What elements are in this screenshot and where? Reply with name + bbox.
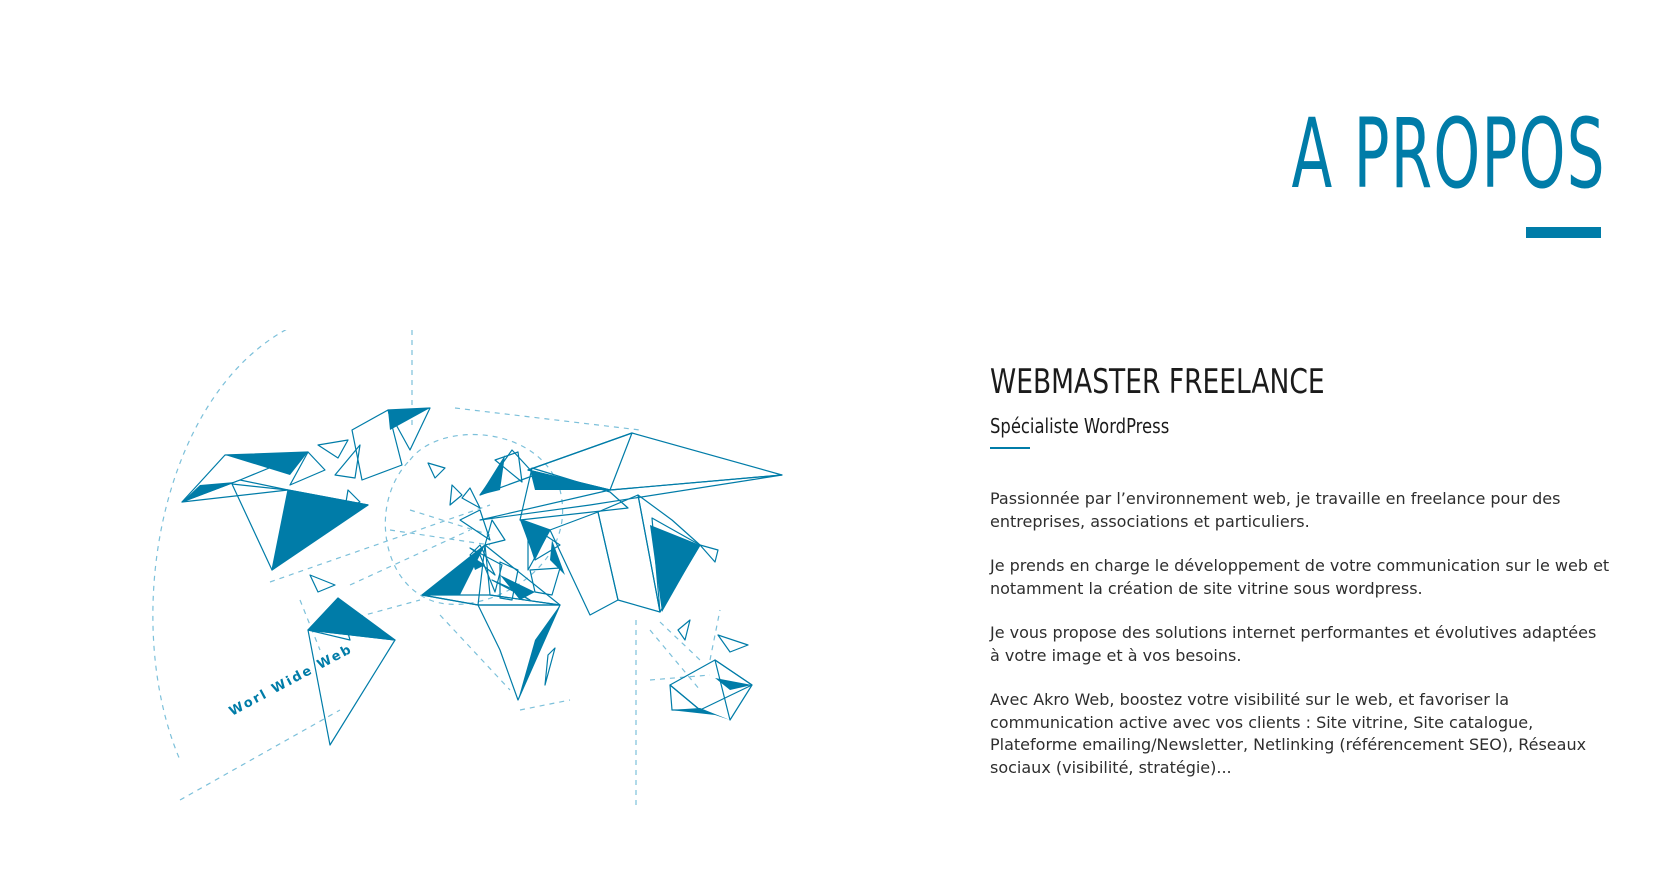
map-dashed-lines — [153, 330, 720, 805]
polygon-fills — [182, 408, 752, 720]
about-subheading: Spécialiste WordPress — [990, 414, 1170, 438]
about-paragraph-2: Je prends en charge le développement de votre communication sur le web et notamment la création de site vitrine sous wordpress. — [990, 556, 1610, 598]
world-map-polygon-icon — [140, 330, 860, 810]
about-body — [990, 488, 1610, 801]
dashed-ring — [385, 435, 562, 605]
about-paragraph-4: Avec Akro Web, boostez votre visibilité sur le web, et favoriser la communication active avec vos clients : Site vitrine, Site catalogue, Plateforme emailing/Newsletter, Netlinking (référencement SEO), Réseaux sociaux (visibilité, stratégie)... — [990, 690, 1587, 777]
about-paragraph-3: Je vous propose des solutions internet performantes et évolutives adaptées à votre image et à vos besoins. — [990, 623, 1597, 665]
subheading-underline — [990, 447, 1030, 449]
about-heading: WEBMASTER FREELANCE — [990, 362, 1325, 402]
dashed-diagonal — [180, 710, 340, 800]
section-title: A PROPOS — [1291, 98, 1606, 210]
title-underline — [1526, 227, 1601, 238]
illustration-caption: Worl Wide Web — [226, 641, 356, 720]
about-paragraph-1: Passionnée par l’environnement web, je travaille en freelance pour des entreprises, associations et particuliers. — [990, 489, 1561, 531]
